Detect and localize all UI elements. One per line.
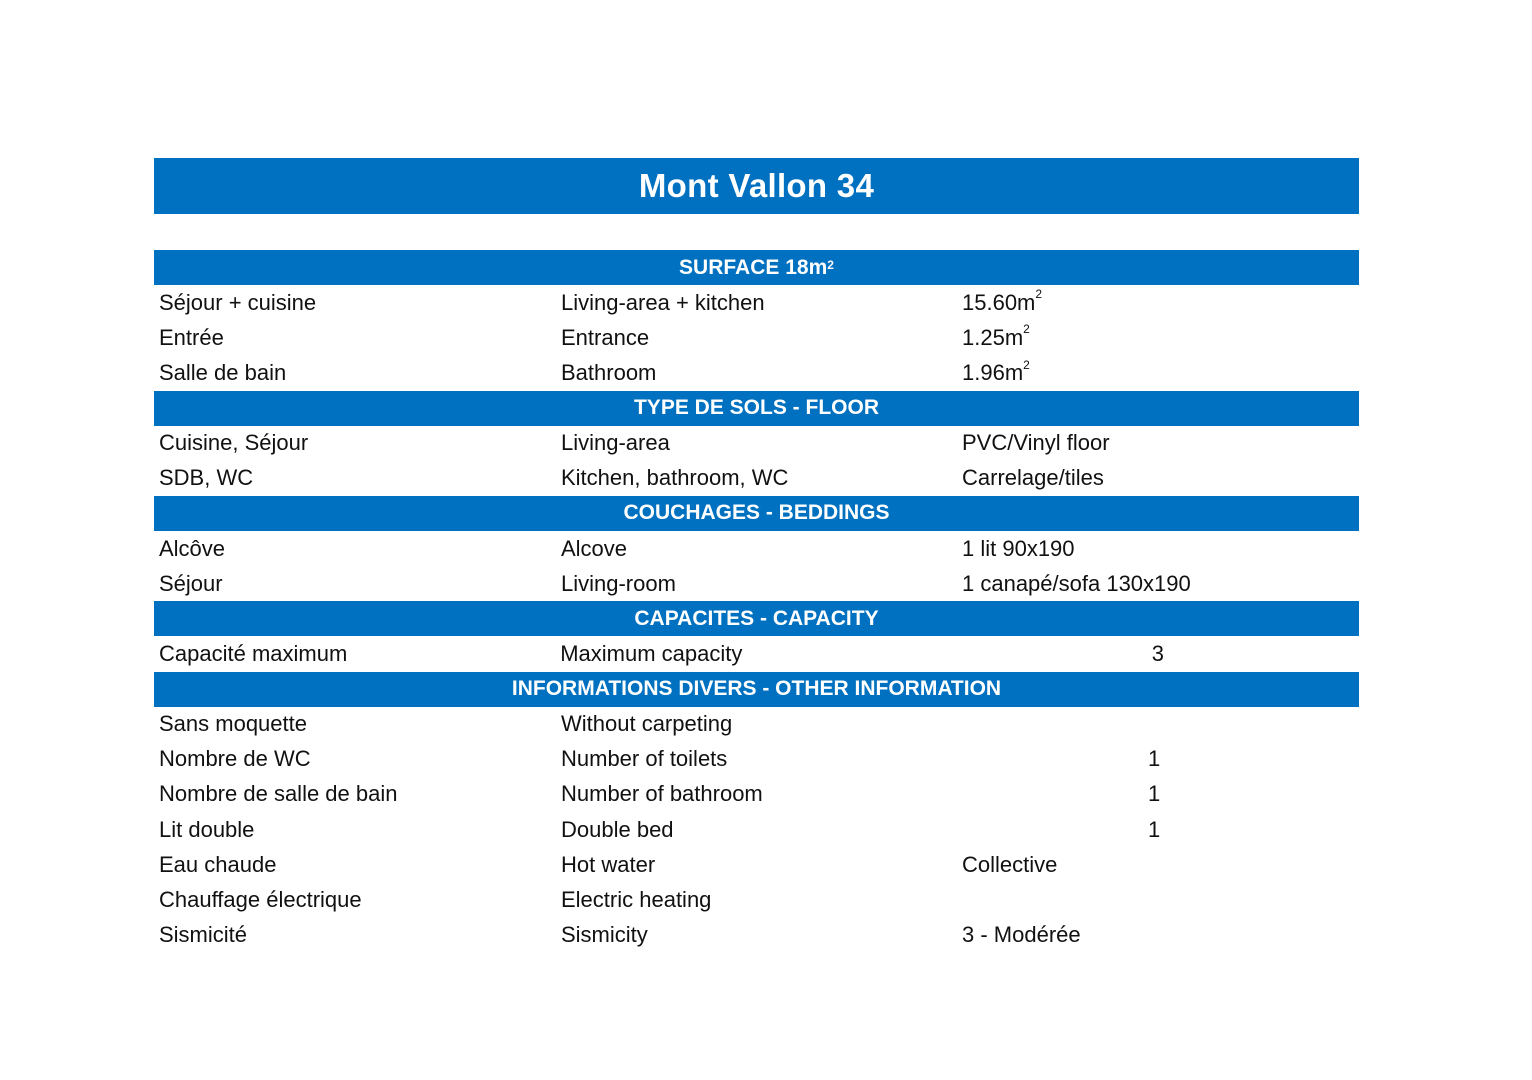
value-cell: 1 lit 90x190 xyxy=(962,535,1075,561)
number-cell: 3 xyxy=(1151,640,1164,666)
table-row xyxy=(154,882,1359,917)
french-label: Séjour xyxy=(159,570,223,596)
section-header-capacity xyxy=(154,601,1359,636)
french-label: Sismicité xyxy=(159,922,248,948)
value-cell: PVC/Vinyl floor xyxy=(962,430,1110,456)
value-cell: 1 canapé/sofa 130x190 xyxy=(962,570,1191,596)
english-label: Alcove xyxy=(561,535,628,561)
value-cell xyxy=(958,322,1359,351)
table-row xyxy=(154,812,1359,847)
table-row xyxy=(154,285,1359,320)
french-label: Eau chaude xyxy=(159,851,277,877)
table-row xyxy=(154,461,1359,496)
area-unit-sup: 2 xyxy=(1023,322,1030,337)
table-row xyxy=(154,531,1359,566)
table-row xyxy=(154,636,1359,671)
english-label: Living-area xyxy=(561,430,670,456)
table-row xyxy=(154,355,1359,390)
table-row xyxy=(154,320,1359,355)
french-label: Nombre de WC xyxy=(159,746,311,772)
value-cell xyxy=(958,287,1359,316)
value-cell: 3 - Modérée xyxy=(962,922,1081,948)
value-cell: Carrelage/tiles xyxy=(962,465,1104,491)
french-label: Salle de bain xyxy=(159,359,287,385)
english-label: Double bed xyxy=(561,816,674,842)
french-label: Nombre de salle de bain xyxy=(159,781,398,807)
french-label: Cuisine, Séjour xyxy=(159,430,309,456)
value-cell xyxy=(958,357,1359,386)
english-label: Living-area + kitchen xyxy=(561,289,765,315)
french-label: Entrée xyxy=(159,324,224,350)
table-row xyxy=(154,707,1359,742)
english-label: Sismicity xyxy=(561,922,648,948)
section-header-surface: SURFACE 18m $^2$ xyxy=(154,250,1359,285)
number-cell: 1 xyxy=(1148,781,1161,807)
english-label: Maximum capacity xyxy=(560,640,743,666)
english-label: Without carpeting xyxy=(561,711,733,737)
number-cell: 1 xyxy=(1148,816,1161,842)
english-label: Hot water xyxy=(561,851,656,877)
french-label: Chauffage électrique xyxy=(159,887,362,913)
section-header-floor xyxy=(154,391,1359,426)
section-title-floor: TYPE DE SOLS - FLOOR xyxy=(633,396,880,420)
french-label: Alcôve xyxy=(159,535,226,561)
title-spacer xyxy=(154,214,1359,250)
french-label: Séjour + cuisine xyxy=(159,289,317,315)
title-bar xyxy=(154,158,1359,214)
english-label: Bathroom xyxy=(561,359,657,385)
section-title-surface: SURFACE 18m xyxy=(679,255,828,279)
section-header-beddings xyxy=(154,496,1359,531)
english-label: Entrance xyxy=(561,324,650,350)
table-row xyxy=(154,847,1359,882)
area-value: 15.60m xyxy=(962,289,1036,315)
table-row xyxy=(154,566,1359,601)
page-title: Mont Vallon 34 xyxy=(638,167,875,204)
area-value: 1.96m xyxy=(962,359,1024,385)
french-label: Capacité maximum xyxy=(159,640,348,666)
area-value: 1.25m xyxy=(962,324,1024,350)
section-title-other: INFORMATIONS DIVERS - OTHER INFORMATION xyxy=(511,677,1002,700)
french-label: Lit double xyxy=(159,816,255,842)
value-cell: Collective xyxy=(962,851,1058,877)
table-row xyxy=(154,918,1359,953)
table-row xyxy=(154,777,1359,812)
french-label: SDB, WC xyxy=(159,465,254,491)
english-label: Electric heating xyxy=(561,887,712,913)
english-label: Kitchen, bathroom, WC xyxy=(561,465,789,491)
french-label: Sans moquette xyxy=(159,711,307,737)
area-unit-sup: 2 xyxy=(1035,287,1043,302)
table-row xyxy=(154,742,1359,777)
section-title-capacity: CAPACITES - CAPACITY xyxy=(634,606,879,630)
number-cell: 1 xyxy=(1148,746,1161,772)
spec-sheet xyxy=(154,158,1359,953)
english-label: Living-room xyxy=(561,570,676,596)
section-header-other xyxy=(154,672,1359,707)
english-label: Number of bathroom xyxy=(561,781,763,807)
english-label: Number of toilets xyxy=(561,746,728,772)
area-unit-sup: 2 xyxy=(1023,357,1030,372)
table-row xyxy=(154,426,1359,461)
section-title-beddings: COUCHAGES - BEDDINGS xyxy=(623,501,890,525)
